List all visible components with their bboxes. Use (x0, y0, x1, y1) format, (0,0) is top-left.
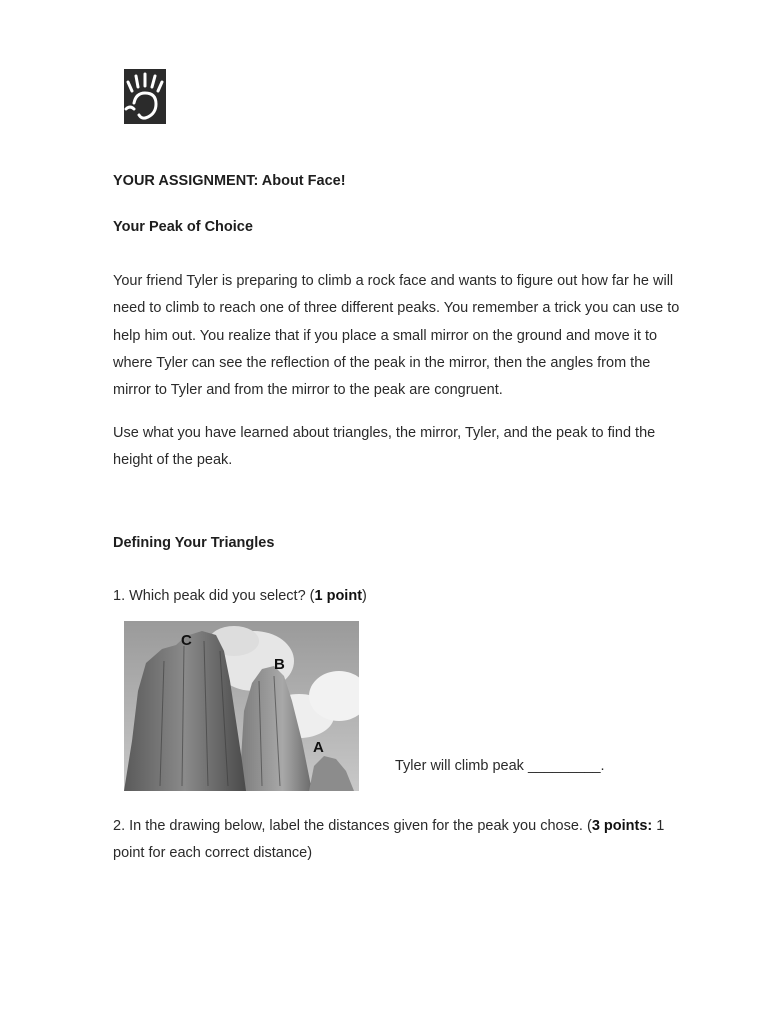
question-1-close: ) (362, 588, 367, 604)
question-2-rest: 1 point for each correct distance) (113, 818, 665, 862)
section-title: Your Peak of Choice (113, 219, 253, 235)
question-2-text: 2. In the drawing below, label the distances given for the peak you chose. ( (113, 818, 592, 834)
intro-paragraph: Your friend Tyler is preparing to climb a rock face and wants to figure out how far he will need to climb to reach one of three different peaks. You remember a trick you can use to help him out. You realize that if you place a small mirror on the ground and move it to where Tyler can see the reflection of the peak in the mirror, then the angles from the mirror to Tyler and from the mirror to the peak are congruent. (113, 273, 680, 399)
question-1 (113, 583, 683, 610)
question-2 (113, 813, 683, 868)
question-2-points: 3 points: (591, 818, 653, 834)
sun-hand-logo-icon (124, 69, 166, 124)
peak-label-c: C (181, 632, 192, 649)
answer-prompt: Tyler will climb peak _________. (395, 758, 605, 774)
rock-peaks-photo (124, 621, 359, 791)
peak-label-b: B (274, 656, 285, 673)
peak-label-a: A (313, 739, 324, 756)
assignment-title: YOUR ASSIGNMENT: About Face! (113, 173, 346, 189)
subsection-title: Defining Your Triangles (113, 535, 275, 551)
instruction-paragraph: Use what you have learned about triangles, the mirror, Tyler, and the peak to find the height of the peak. (113, 425, 656, 469)
question-1-text: 1. Which peak did you select? ( (113, 588, 315, 604)
question-1-points: 1 point (314, 588, 363, 604)
